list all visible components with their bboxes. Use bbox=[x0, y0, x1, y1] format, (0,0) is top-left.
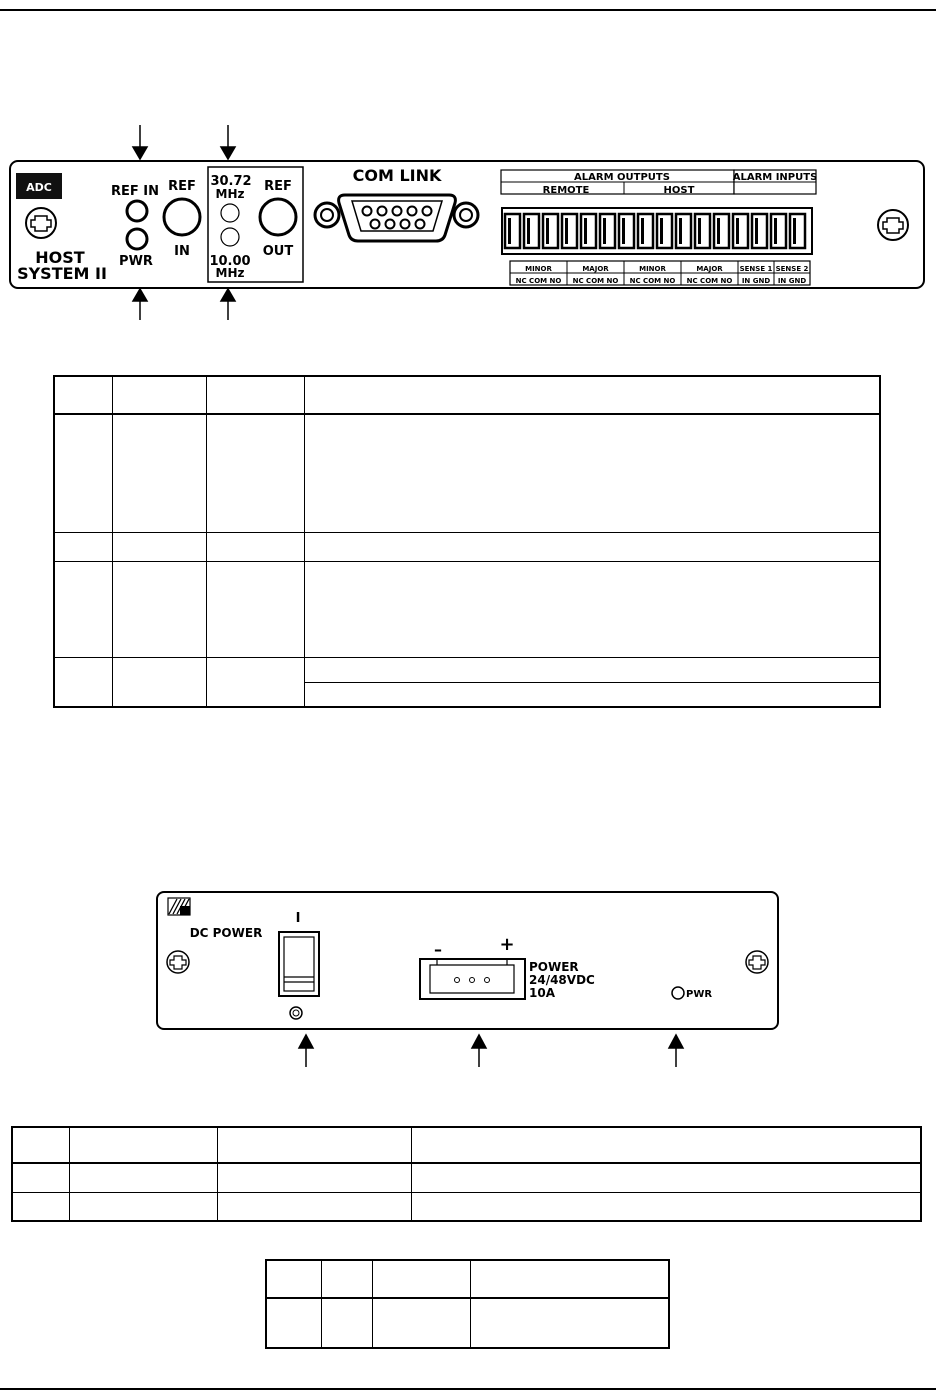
table-cell bbox=[54, 657, 112, 707]
remote-label: REMOTE bbox=[542, 185, 590, 196]
switch-indicator bbox=[290, 1007, 302, 1019]
table-cell bbox=[112, 561, 206, 657]
table-cell bbox=[304, 532, 880, 561]
table-row bbox=[54, 414, 880, 532]
small-table bbox=[265, 1259, 670, 1349]
ref-in-connector-label-bottom: IN bbox=[174, 244, 190, 259]
table-row bbox=[12, 1192, 921, 1221]
terminal-slot bbox=[581, 214, 596, 248]
ref-in-connector bbox=[164, 199, 200, 235]
dc-power-label: DC POWER bbox=[189, 926, 263, 940]
adc-logo-text: ADC bbox=[26, 181, 52, 194]
terminal-group-pins: IN GND bbox=[741, 277, 771, 285]
table-cell bbox=[304, 561, 880, 657]
host-panel-table bbox=[53, 375, 881, 708]
table-cell bbox=[112, 414, 206, 532]
table-row bbox=[54, 657, 880, 682]
terminal-slot bbox=[676, 214, 691, 248]
host-panel-figure bbox=[0, 115, 936, 325]
terminal-group-pins: NC COM NO bbox=[515, 277, 562, 285]
power-panel-figure bbox=[0, 885, 936, 1075]
pwr-led-label: PWR bbox=[119, 254, 153, 269]
callout-arrow-bottom-2 bbox=[221, 289, 235, 320]
table-cell bbox=[266, 1260, 321, 1298]
brand-logo-icon bbox=[168, 898, 190, 915]
terminal-group-pins: NC COM NO bbox=[629, 277, 676, 285]
callout-arrow-bottom-1 bbox=[133, 289, 147, 320]
alarm-inputs-label: ALARM INPUTS bbox=[732, 172, 818, 183]
terminal-slot bbox=[638, 214, 653, 248]
terminal-group-name: SENSE 2 bbox=[775, 265, 809, 273]
table-header-row bbox=[266, 1260, 669, 1298]
ref-in-connector-label-top: REF bbox=[168, 179, 196, 194]
power-connector bbox=[420, 959, 525, 999]
table-cell bbox=[12, 1127, 69, 1163]
frequency-low-value: 10.00 bbox=[209, 254, 251, 269]
table-cell bbox=[206, 561, 304, 657]
terminal-group-name: MAJOR bbox=[582, 265, 609, 273]
terminal-slot bbox=[543, 214, 558, 248]
table-cell bbox=[470, 1260, 669, 1298]
terminal-slot bbox=[657, 214, 672, 248]
callout-arrow-1 bbox=[299, 1035, 313, 1067]
screw-icon-right bbox=[746, 951, 768, 973]
table-cell bbox=[206, 657, 304, 707]
model-name-line1: HOST bbox=[35, 248, 85, 267]
terminal-slot bbox=[524, 214, 539, 248]
ref-in-led bbox=[127, 201, 147, 221]
table-cell bbox=[304, 376, 880, 414]
pwr-led-label: PWR bbox=[686, 989, 713, 1000]
terminal-group-name: MAJOR bbox=[696, 265, 723, 273]
table-cell bbox=[69, 1192, 217, 1221]
table-cell bbox=[69, 1127, 217, 1163]
table-cell bbox=[69, 1163, 217, 1192]
table-cell bbox=[217, 1127, 411, 1163]
frequency-low-unit: MHz bbox=[215, 266, 245, 280]
table-cell bbox=[321, 1298, 372, 1348]
screw-icon-left bbox=[26, 208, 56, 238]
table-cell bbox=[54, 532, 112, 561]
freq-high-led bbox=[221, 204, 239, 222]
footer-rule bbox=[0, 1388, 936, 1390]
callout-arrow-top-1 bbox=[133, 125, 147, 159]
frequency-high-unit: MHz bbox=[215, 187, 245, 201]
terminal-slot bbox=[619, 214, 634, 248]
table-cell bbox=[266, 1298, 321, 1348]
table-cell bbox=[304, 657, 880, 682]
com-link-label: COM LINK bbox=[352, 166, 442, 185]
table-cell bbox=[54, 376, 112, 414]
terminal-group-name: SENSE 1 bbox=[739, 265, 773, 273]
table-cell bbox=[470, 1298, 669, 1348]
terminal-slot bbox=[733, 214, 748, 248]
power-spec-line1: POWER bbox=[529, 960, 579, 974]
table-cell bbox=[372, 1298, 470, 1348]
table-cell bbox=[372, 1260, 470, 1298]
frequency-high-value: 30.72 bbox=[210, 174, 252, 189]
terminal-group-pins: NC COM NO bbox=[572, 277, 619, 285]
terminal-slot bbox=[695, 214, 710, 248]
power-switch bbox=[279, 932, 319, 996]
terminal-slot bbox=[771, 214, 786, 248]
table-cell bbox=[321, 1260, 372, 1298]
table-cell bbox=[206, 532, 304, 561]
screw-icon-left bbox=[167, 951, 189, 973]
table-cell bbox=[12, 1192, 69, 1221]
ref-in-led-label: REF IN bbox=[110, 184, 160, 199]
terminal-block bbox=[502, 208, 812, 254]
table-cell bbox=[54, 414, 112, 532]
ref-out-connector-label-bottom: OUT bbox=[262, 244, 294, 259]
table-cell bbox=[54, 561, 112, 657]
table-cell bbox=[12, 1163, 69, 1192]
table-cell bbox=[217, 1163, 411, 1192]
ref-out-connector bbox=[260, 199, 296, 235]
callout-arrow-3 bbox=[669, 1035, 683, 1067]
screw-icon-right bbox=[878, 210, 908, 240]
terminal-group-pins: IN GND bbox=[777, 277, 807, 285]
table-row bbox=[54, 561, 880, 657]
table-row bbox=[266, 1298, 669, 1348]
table-row bbox=[12, 1163, 921, 1192]
power-panel-table bbox=[11, 1126, 922, 1222]
table-cell bbox=[304, 682, 880, 707]
host-label: HOST bbox=[663, 185, 695, 196]
table-header-row bbox=[12, 1127, 921, 1163]
switch-on-mark: I bbox=[295, 911, 301, 926]
terminal-slot bbox=[714, 214, 729, 248]
terminal-slot bbox=[752, 214, 767, 248]
power-spec-line2: 24/48VDC bbox=[529, 973, 595, 987]
table-cell bbox=[206, 376, 304, 414]
terminal-group-name: MINOR bbox=[639, 265, 666, 273]
table-header-row bbox=[54, 376, 880, 414]
table-cell bbox=[304, 414, 880, 532]
pwr-led bbox=[127, 229, 147, 249]
terminal-group-pins: NC COM NO bbox=[686, 277, 733, 285]
header-rule bbox=[0, 9, 936, 11]
model-name-line2: SYSTEM II bbox=[17, 264, 107, 283]
terminal-labels bbox=[510, 261, 810, 285]
plus-label: + bbox=[499, 934, 515, 955]
terminal-slot bbox=[790, 214, 805, 248]
table-cell bbox=[411, 1127, 921, 1163]
table-cell bbox=[411, 1192, 921, 1221]
table-cell bbox=[411, 1163, 921, 1192]
table-row bbox=[54, 532, 880, 561]
pwr-led bbox=[672, 987, 684, 999]
minus-label: – bbox=[434, 940, 442, 959]
table-cell bbox=[112, 376, 206, 414]
terminal-slot bbox=[505, 214, 520, 248]
terminal-slot bbox=[600, 214, 615, 248]
alarm-outputs-label: ALARM OUTPUTS bbox=[574, 172, 670, 183]
table-cell bbox=[112, 532, 206, 561]
ref-out-connector-label-top: REF bbox=[264, 179, 292, 194]
terminal-slot bbox=[562, 214, 577, 248]
terminal-group-name: MINOR bbox=[525, 265, 552, 273]
freq-low-led bbox=[221, 228, 239, 246]
table-cell bbox=[206, 414, 304, 532]
callout-arrow-top-2 bbox=[221, 125, 235, 159]
callout-arrow-2 bbox=[472, 1035, 486, 1067]
table-cell bbox=[112, 657, 206, 707]
power-spec-line3: 10A bbox=[529, 986, 555, 1000]
table-cell bbox=[217, 1192, 411, 1221]
